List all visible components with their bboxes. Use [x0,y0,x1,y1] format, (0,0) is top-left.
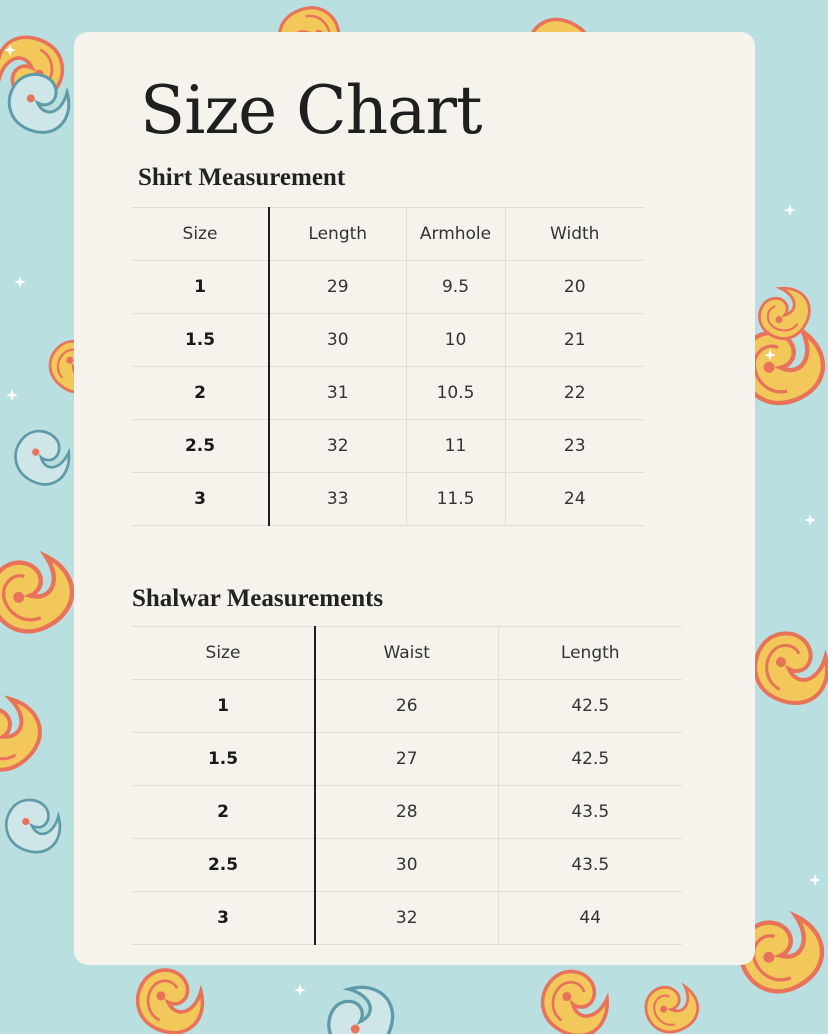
shirt-heading: Shirt Measurement [138,164,346,191]
waist-cell: 28 [315,786,498,839]
size-cell: 2.5 [132,839,315,892]
size-cell: 3 [132,892,315,945]
table-row [132,733,682,786]
width-cell: 20 [505,261,644,314]
length-cell: 42.5 [498,733,682,786]
column-header: Armhole [406,208,505,261]
size-cell: 1.5 [132,314,269,367]
table-row [132,473,644,526]
length-cell: 43.5 [498,839,682,892]
length-cell: 29 [269,261,406,314]
armhole-cell: 9.5 [406,261,505,314]
length-cell: 44 [498,892,682,945]
table-row [132,892,682,945]
column-header: Waist [315,627,498,680]
column-header: Length [269,208,406,261]
length-cell: 33 [269,473,406,526]
armhole-cell: 10.5 [406,367,505,420]
size-cell: 1 [132,261,269,314]
column-header: Size [132,627,315,680]
width-cell: 22 [505,367,644,420]
page-title: Size Chart [140,72,482,149]
column-header: Length [498,627,682,680]
length-cell: 43.5 [498,786,682,839]
width-cell: 21 [505,314,644,367]
table-row [132,839,682,892]
size-cell: 2 [132,367,269,420]
table-row [132,680,682,733]
length-cell: 31 [269,367,406,420]
shalwar-measurement-table [132,626,682,945]
size-cell: 2 [132,786,315,839]
column-header: Size [132,208,269,261]
table-row [132,314,644,367]
table-row [132,261,644,314]
size-cell: 2.5 [132,420,269,473]
width-cell: 23 [505,420,644,473]
armhole-cell: 10 [406,314,505,367]
size-cell: 3 [132,473,269,526]
table-row [132,420,644,473]
waist-cell: 27 [315,733,498,786]
size-cell: 1 [132,680,315,733]
table-header-row [132,627,682,680]
length-cell: 42.5 [498,680,682,733]
waist-cell: 30 [315,839,498,892]
shalwar-heading: Shalwar Measurements [132,585,384,612]
shirt-measurement-table [132,207,644,526]
column-header: Width [505,208,644,261]
width-cell: 24 [505,473,644,526]
length-cell: 32 [269,420,406,473]
length-cell: 30 [269,314,406,367]
size-chart-card [74,32,755,965]
table-header-row [132,208,644,261]
armhole-cell: 11 [406,420,505,473]
armhole-cell: 11.5 [406,473,505,526]
size-cell: 1.5 [132,733,315,786]
table-row [132,367,644,420]
waist-cell: 26 [315,680,498,733]
table-row [132,786,682,839]
waist-cell: 32 [315,892,498,945]
